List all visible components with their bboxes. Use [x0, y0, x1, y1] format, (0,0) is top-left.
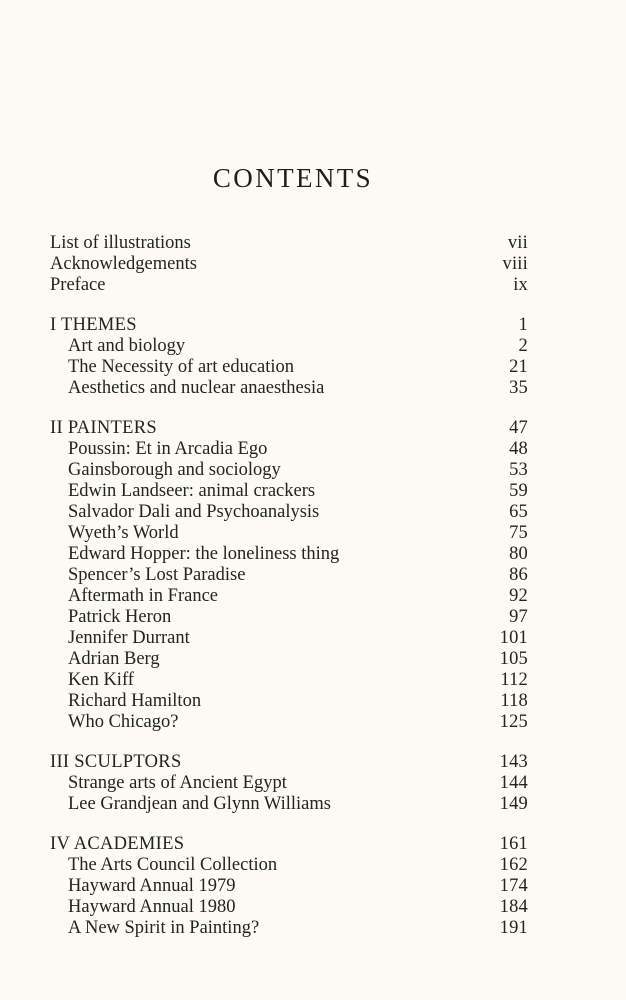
toc-entry-row[interactable] — [50, 481, 528, 502]
toc-page-number: 35 — [509, 378, 528, 398]
toc-entry-label: Poussin: Et in Arcadia Ego — [68, 439, 268, 459]
toc-group-part-one — [50, 315, 528, 399]
toc-page-number: viii — [502, 254, 528, 274]
toc-entry-label: Aftermath in France — [68, 586, 218, 606]
toc-entry-label: Lee Grandjean and Glynn Williams — [68, 794, 331, 814]
toc-page-number: 191 — [499, 918, 528, 938]
toc-page-number: 174 — [499, 876, 528, 896]
toc-entry-label: Aesthetics and nuclear anaesthesia — [68, 378, 325, 398]
toc-page-number: 47 — [509, 418, 528, 438]
toc-entry-label: I THEMES — [50, 315, 137, 335]
toc-entry-label: IV ACADEMIES — [50, 834, 185, 854]
toc-section-row[interactable] — [50, 834, 528, 855]
toc-page-number: vii — [507, 233, 528, 253]
toc-entry-label: Acknowledgements — [50, 254, 197, 274]
toc-page-number: 48 — [509, 439, 528, 459]
toc-entry-label: II PAINTERS — [50, 418, 157, 438]
toc-entry-label: Adrian Berg — [68, 649, 160, 669]
toc-entry-row[interactable] — [50, 607, 528, 628]
toc-entry-row[interactable] — [50, 918, 528, 939]
toc-page-number: 162 — [499, 855, 528, 875]
toc-entry-label: Gainsborough and sociology — [68, 460, 281, 480]
toc-page-number: 112 — [500, 670, 528, 690]
toc-entry-row[interactable] — [50, 670, 528, 691]
toc-page-number: 65 — [509, 502, 528, 522]
toc-page-number: 21 — [509, 357, 528, 377]
toc-entry-label: List of illustrations — [50, 233, 191, 253]
toc-entry-row[interactable] — [50, 897, 528, 918]
toc-entry-label: Art and biology — [68, 336, 186, 356]
toc-page-number: 86 — [509, 565, 528, 585]
toc-page-number: ix — [513, 275, 528, 295]
toc-page-number: 97 — [509, 607, 528, 627]
toc-entry-row[interactable] — [50, 357, 528, 378]
toc-group-part-four — [50, 834, 528, 939]
toc-entry-label: The Arts Council Collection — [68, 855, 278, 875]
toc-entry-row[interactable] — [50, 502, 528, 523]
toc-page-number: 53 — [509, 460, 528, 480]
toc-entry-row[interactable] — [50, 378, 528, 399]
toc-entry-row[interactable] — [50, 586, 528, 607]
toc-page-number: 161 — [499, 834, 528, 854]
toc-page-number: 105 — [499, 649, 528, 669]
toc-section-row[interactable] — [50, 752, 528, 773]
toc-page-number: 149 — [499, 794, 528, 814]
toc-entry-row[interactable] — [50, 712, 528, 733]
toc-entry-row[interactable] — [50, 275, 528, 296]
toc-entry-row[interactable] — [50, 794, 528, 815]
toc-entry-label: III SCULPTORS — [50, 752, 182, 772]
toc-page-number: 143 — [499, 752, 528, 772]
toc-group-part-three — [50, 752, 528, 815]
toc-group-front-matter — [50, 233, 528, 296]
toc-entry-row[interactable] — [50, 649, 528, 670]
toc-group-part-two — [50, 418, 528, 733]
toc-section-row[interactable] — [50, 315, 528, 336]
toc-entry-row[interactable] — [50, 233, 528, 254]
toc-entry-label: Wyeth’s World — [68, 523, 179, 543]
toc-page-number: 92 — [509, 586, 528, 606]
toc-entry-label: Edwin Landseer: animal crackers — [68, 481, 316, 501]
toc-entry-label: Who Chicago? — [68, 712, 179, 732]
toc-page-number: 101 — [499, 628, 528, 648]
toc-entry-row[interactable] — [50, 565, 528, 586]
toc-section-row[interactable] — [50, 418, 528, 439]
toc-page-number: 2 — [518, 336, 528, 356]
toc-page-number: 1 — [518, 315, 528, 335]
toc-entry-label: Ken Kiff — [68, 670, 134, 690]
toc-entry-label: Strange arts of Ancient Egypt — [68, 773, 287, 793]
toc-entry-label: A New Spirit in Painting? — [68, 918, 260, 938]
toc-page-number: 125 — [499, 712, 528, 732]
toc-entry-label: Edward Hopper: the loneliness thing — [68, 544, 340, 564]
toc-entry-label: Hayward Annual 1980 — [68, 897, 236, 917]
toc-entry-row[interactable] — [50, 336, 528, 357]
toc-entry-row[interactable] — [50, 855, 528, 876]
toc-entry-label: Jennifer Durrant — [68, 628, 190, 648]
toc-page-number: 75 — [509, 523, 528, 543]
toc-entry-row[interactable] — [50, 628, 528, 649]
toc-entry-label: Richard Hamilton — [68, 691, 202, 711]
table-of-contents — [50, 233, 528, 939]
toc-entry-row[interactable] — [50, 254, 528, 275]
toc-page-number: 59 — [509, 481, 528, 501]
toc-page-number: 144 — [499, 773, 528, 793]
toc-entry-label: Hayward Annual 1979 — [68, 876, 236, 896]
page-title: CONTENTS — [212, 163, 374, 193]
toc-page-number: 184 — [499, 897, 528, 917]
toc-entry-row[interactable] — [50, 439, 528, 460]
toc-entry-label: Patrick Heron — [68, 607, 172, 627]
toc-page-number: 80 — [509, 544, 528, 564]
toc-entry-row[interactable] — [50, 691, 528, 712]
toc-entry-label: Preface — [50, 275, 106, 295]
toc-entry-row[interactable] — [50, 523, 528, 544]
toc-page-number: 118 — [500, 691, 528, 711]
toc-entry-label: Spencer’s Lost Paradise — [68, 565, 246, 585]
toc-entry-row[interactable] — [50, 544, 528, 565]
toc-entry-row[interactable] — [50, 460, 528, 481]
toc-entry-row[interactable] — [50, 773, 528, 794]
toc-entry-label: Salvador Dali and Psychoanalysis — [68, 502, 320, 522]
toc-entry-label: The Necessity of art education — [68, 357, 295, 377]
toc-entry-row[interactable] — [50, 876, 528, 897]
